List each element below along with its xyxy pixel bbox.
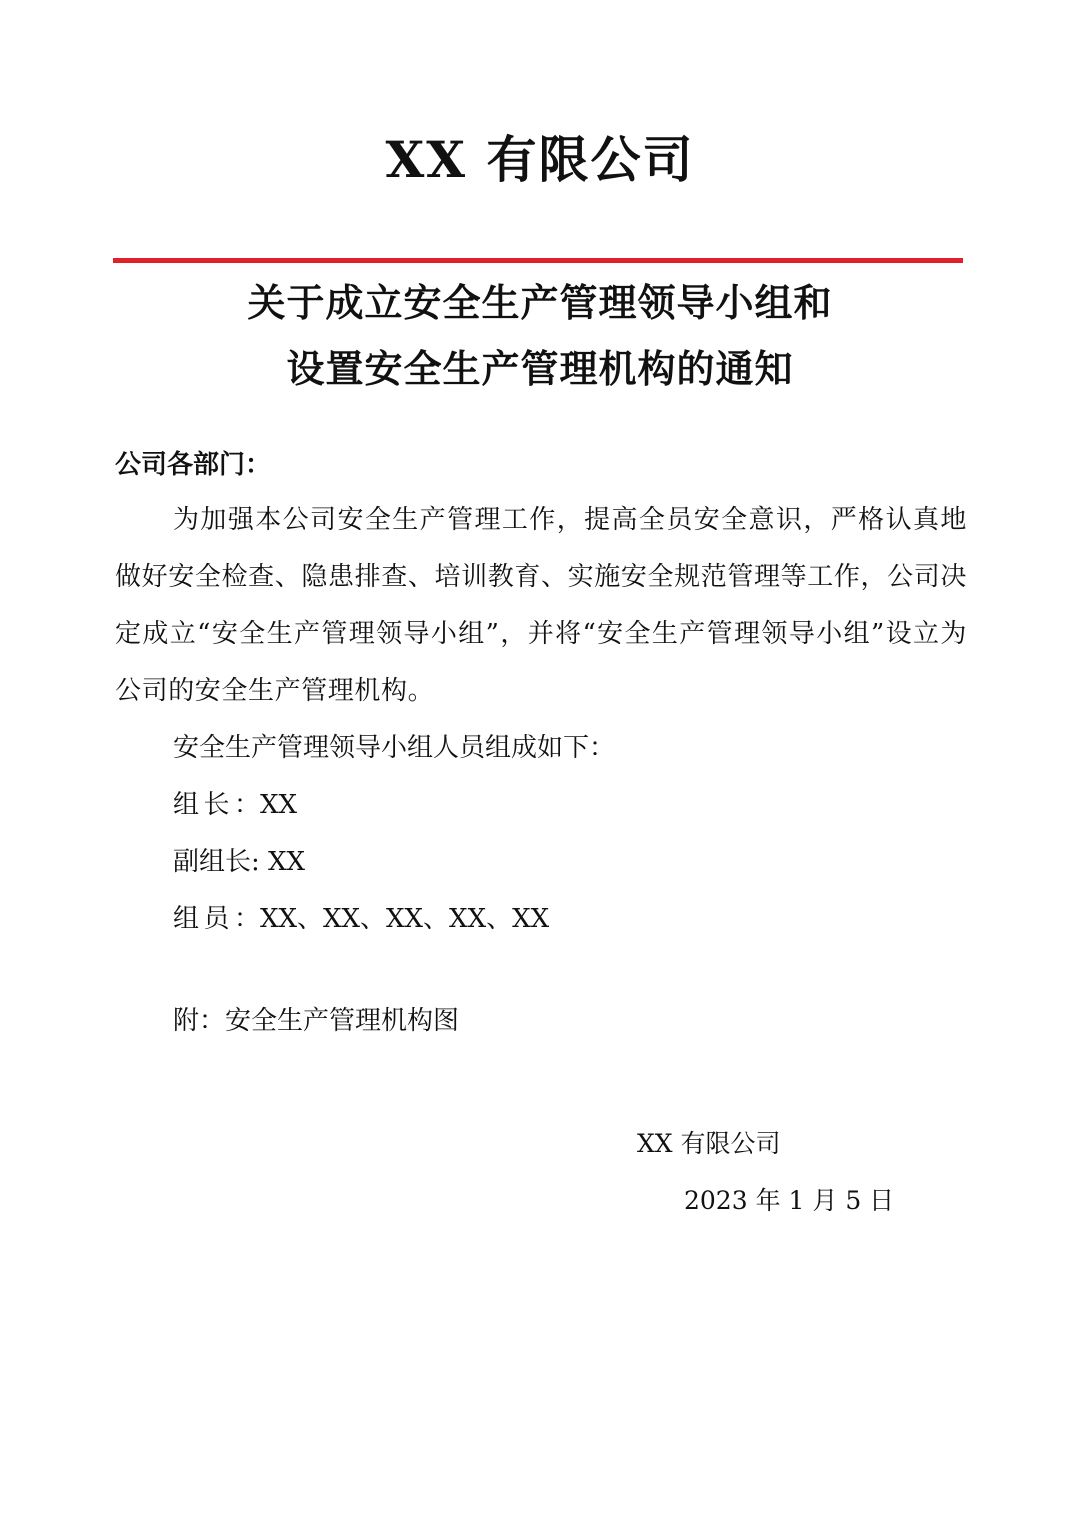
document-title-line-2: 设置安全生产管理机构的通知 (286, 346, 794, 391)
company-header: XX 有限公司 (385, 130, 695, 189)
attachment-line: 附：安全生产管理机构图 (173, 1006, 460, 1036)
members-value: XX、XX、XX、XX、XX (260, 904, 550, 934)
deputy-leader-line (173, 841, 305, 878)
deputy-leader-value: XX (259, 847, 306, 877)
members-label: 组员： (173, 904, 260, 934)
leader-value: XX (260, 790, 298, 820)
signature-company: XX 有限公司 (637, 1129, 781, 1158)
document-title-line-1: 关于成立安全生产管理领导小组和 (247, 280, 833, 325)
deputy-leader-label: 副组长: (173, 847, 260, 877)
signature-date: 2023 年 1 月 5 日 (684, 1186, 895, 1215)
body-paragraph: 为加强本公司安全生产管理工作，提高全员安全意识，严格认真地做好安全检查、隐患排查、培训教育、实施安全规范管理等工作，公司决定成立“安全生产管理领导小组”，并将“安全生产管理领导小组”设立为公司的安全生产管理机构。 (115, 505, 967, 706)
leader-label: 组长： (173, 790, 260, 820)
members-line (173, 898, 549, 935)
red-divider (113, 258, 963, 263)
salutation: 公司各部门： (115, 450, 272, 480)
members-intro: 安全生产管理领导小组人员组成如下： (173, 733, 616, 763)
leader-line (173, 784, 297, 821)
